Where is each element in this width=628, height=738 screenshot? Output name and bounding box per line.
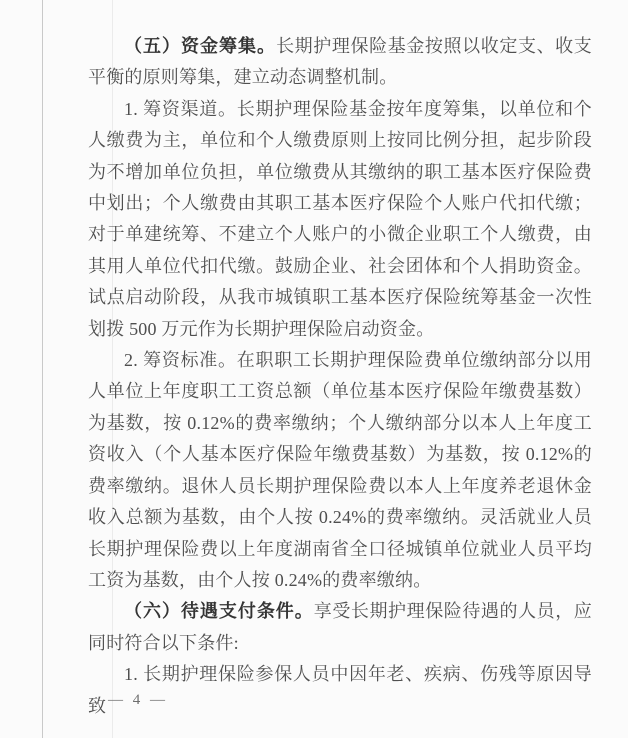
page-number: — 4 — bbox=[108, 692, 168, 708]
text-run: 1. 筹资渠道。长期护理保险基金按年度筹集，以单位和个人缴费为主，单位和个人缴费原则上按同比例分担，起步阶段为不增加单位负担，单位缴费从其缴纳的职工基本医疗保险费中划出；个人缴费由其职工基本医疗保险个人账户代扣代缴；对于单建统筹、不建立个人账户的小微企业职工个人缴费，由其用人单位代扣代缴。鼓励企业、社会团体和个人捐助资金。试点启动阶段，从我市城镇职工基本医疗保险统筹基金一次性划拨 500 万元作为长期护理保险启动资金。 bbox=[88, 98, 592, 339]
paragraph-funding-standards bbox=[88, 345, 592, 596]
text-run: 享受长期护理保险待遇的人员，应同时符合以下条件: bbox=[88, 601, 592, 653]
paragraph-section-5-funding bbox=[88, 31, 592, 94]
paragraph-funding-channels bbox=[88, 94, 592, 345]
page-fold-line bbox=[42, 0, 43, 738]
text-run: 长期护理保险基金按照以收定支、收支平衡的原则筹集，建立动态调整机制。 bbox=[88, 36, 592, 88]
paragraph-section-6-benefit-conditions bbox=[88, 596, 592, 659]
text-run: 1. 长期护理保险参保人员中因年老、疾病、伤残等原因导致 bbox=[88, 664, 592, 716]
paragraph-condition-1 bbox=[88, 659, 592, 722]
document-body bbox=[88, 31, 592, 722]
heading-run: （五）资金筹集。 bbox=[124, 36, 277, 56]
heading-run: （六）待遇支付条件。 bbox=[124, 601, 314, 622]
text-run: 2. 筹资标准。在职职工长期护理保险费单位缴纳部分以用人单位上年度职工工资总额（单位基本医疗保险年缴费基数）为基数，按 0.12%的费率缴纳；个人缴纳部分以本人上年度工资收入（个人基本医疗保险年缴费基数）为基数，按 0.12%的费率缴纳。退休人员长期护理保险费以本人上年度养老退休金收入总额为基数，由个人按 0.24%的费率缴纳。灵活就业人员长期护理保险费以上年度湖南省全口径城镇单位就业人员平均工资为基数，由个人按 0.24%的费率缴纳。 bbox=[88, 350, 592, 590]
